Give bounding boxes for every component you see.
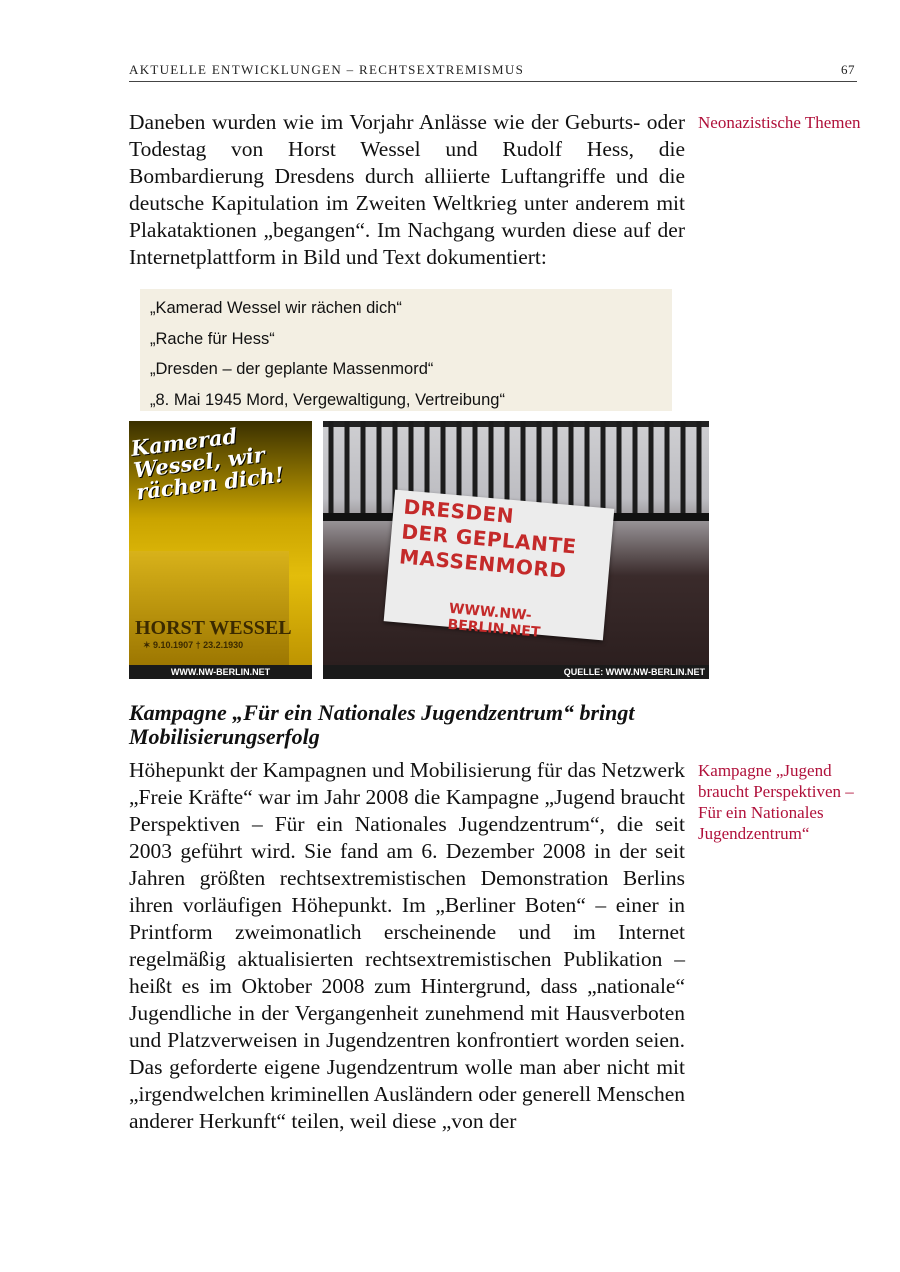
body-paragraph-2	[129, 757, 685, 1135]
banner-url: WWW.NW-BERLIN.NET	[446, 600, 541, 641]
poster-dates: ✶ 9.10.1907 † 23.2.1930	[143, 640, 244, 650]
photo-source: QUELLE: WWW.NW-BERLIN.NET	[323, 665, 709, 679]
wessel-poster-image	[129, 421, 312, 679]
poster-footer: WWW.NW-BERLIN.NET	[129, 665, 312, 679]
poster-headline: Kamerad Wessel, wir rächen dich!	[129, 423, 286, 505]
margin-note-campaign: Kampagne „Jugend braucht Perspektiven – Für ein Nationales Jugendzentrum“	[698, 761, 854, 843]
running-header	[129, 62, 857, 82]
running-title: AKTUELLE ENTWICKLUNGEN – RECHTSEXTREMISMUS	[129, 62, 525, 77]
poster-name: HORST WESSEL	[135, 617, 292, 639]
poster-gravestone	[129, 551, 289, 671]
banner-text: DRESDEN DER GEPLANTE MASSENMORD	[398, 494, 578, 583]
paragraph-text: Höhepunkt der Kampagnen und Mobilisierung für das Netzwerk „Freie Kräfte“ war im Jahr 2008 die Kampagne „Jugend braucht Perspektiven – Für ein Nationales Jugendzentrum“, die seit 2003 geführt wird. Sie fand am 6. Dezember 2008 in der seit Jahren größten rechtsextremistischen Demonstration Berlins ihren vorläufigen Höhepunkt. Im „Berliner Boten“ – einer in Printform zweimonatlich erscheinende und im Internet regelmäßig aktualisierten rechtsextremistischen Publikation – heißt es im Oktober 2008 zum Hintergrund, dass „nationale“ Jugendliche in der Vergangenheit zunehmend mit Hausverboten und Platzverweisen in Jugendzentren konfrontiert worden seien. Das geforderte eigene Jugendzentrum wolle man aber nicht mit „irgendwelchen kriminellen Ausländern oder generell Menschen anderer Herkunft“ teilen, weil diese „von der	[129, 758, 685, 1133]
quote-item: „8. Mai 1945 Mord, Vergewaltigung, Vertreibung“	[150, 390, 505, 409]
dresden-banner-photo	[323, 421, 709, 679]
paragraph-text: Daneben wurden wie im Vorjahr Anlässe wie der Geburts- oder Todestag von Horst Wessel und Rudolf Hess, die Bombardierung Dresdens durch alliierte Luftangriffe und die deutsche Kapitulation im Zweiten Weltkrieg unter anderem mit Plakataktionen „begangen“. Im Nachgang wurden diese auf der Internetplattform in Bild und Text dokumentiert:	[129, 110, 685, 269]
margin-note-neonazi-themes: Neonazistische Themen	[698, 113, 861, 132]
quote-item: „Dresden – der geplante Massenmord“	[150, 360, 434, 378]
quote-item: „Kamerad Wessel wir rächen dich“	[150, 299, 402, 317]
quote-box	[140, 289, 672, 411]
body-paragraph-1	[129, 109, 685, 271]
banner-cloth	[384, 490, 615, 641]
page-number: 67	[841, 62, 855, 77]
quote-item: „Rache für Hess“	[150, 329, 275, 348]
section-heading: Kampagne „Für ein Nationales Jugendzentrum“ bringt Mobilisierungserfolg	[129, 700, 635, 749]
